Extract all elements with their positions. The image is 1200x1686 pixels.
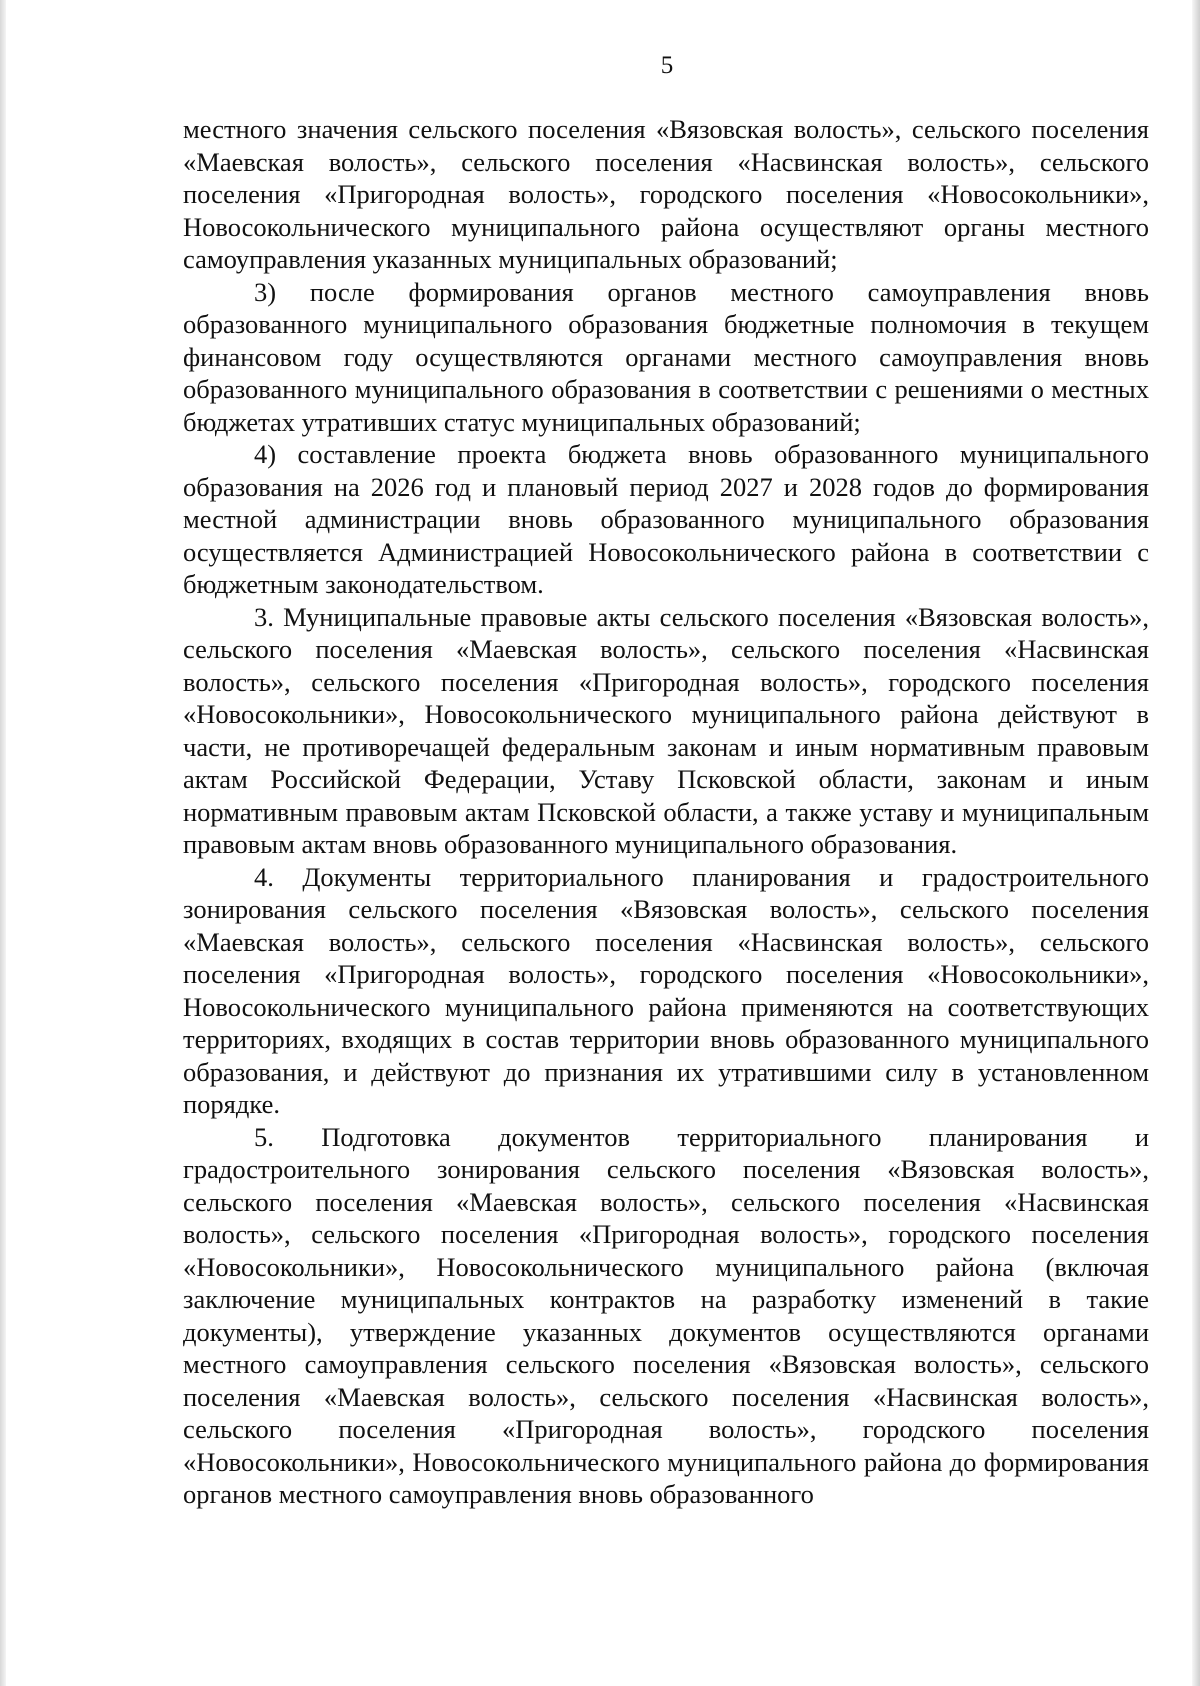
paragraph-item-3: 3) после формирования органов местного самоуправления вновь образованного муниципального образования бюджетные полномочия в текущем финансовом году осуществляются органами местного самоуправления вновь образованного муниципального образования в соответствии с решениями о местных бюджетах утративших статус муниципальных образований; [183, 276, 1149, 437]
scan-edge-left [0, 0, 6, 1686]
paragraph-item-4: 4) составление проекта бюджета вновь образованного муниципального образования на 2026 год и плановый период 2027 и 2028 годов до формирования местной администрации вновь образованного муниципального образования осуществляется Администрацией Новосокольнического района в соответствии с бюджетным законодательством. [183, 439, 1149, 599]
paragraph-continuation: местного значения сельского поселения «Вязовская волость», сельского поселения «Маевская волость», сельского поселения «Насвинская волость», сельского поселения «Пригородная волость», городского поселения «Новосокольники», Новосокольнического муниципального района осуществляют органы местного самоуправления указанных муниципальных образований; [183, 114, 1149, 274]
page-number: 5 [660, 52, 674, 79]
document-body [183, 113, 1149, 1511]
paragraph-section-4: 4. Документы территориального планирования и градостроительного зонирования сельского поселения «Вязовская волость», сельского поселения «Маевская волость», сельского поселения «Насвинская волость», сельского поселения «Пригородная волость», городского поселения «Новосокольники», Новосокольнического муниципального района применяются на соответствующих территориях, входящих в состав территории вновь образованного муниципального образования, и действуют до признания их утратившими силу в установленном порядке. [183, 861, 1149, 1119]
paragraph-section-3: 3. Муниципальные правовые акты сельского поселения «Вязовская волость», сельского поселения «Маевская волость», сельского поселения «Насвинская волость», сельского поселения «Пригородная волость», городского поселения «Новосокольники», Новосокольнического муниципального района действуют в части, не противоречащей федеральным законам и иным нормативным правовым актам Российской Федерации, Уставу Псковской области, законам и иным нормативным правовым актам Псковской области, а также уставу и муниципальным правовым актам вновь образованного муниципального образования. [183, 601, 1149, 859]
scan-edge-right [1192, 0, 1200, 1686]
paragraph-section-5: 5. Подготовка документов территориального планирования и градостроительного зонирования сельского поселения «Вязовская волость», сельского поселения «Маевская волость», сельского поселения «Насвинская волость», сельского поселения «Пригородная волость», городского поселения «Новосокольники», Новосокольнического муниципального района (включая заключение муниципальных контрактов на разработку изменений в такие документы), утверждение указанных документов осуществляются органами местного самоуправления сельского поселения «Вязовская волость», сельского поселения «Маевская волость», сельского поселения «Насвинская волость», сельского поселения «Пригородная волость», городского поселения «Новосокольники», Новосокольнического муниципального района до формирования органов местного самоуправления вновь образованного [183, 1121, 1149, 1509]
